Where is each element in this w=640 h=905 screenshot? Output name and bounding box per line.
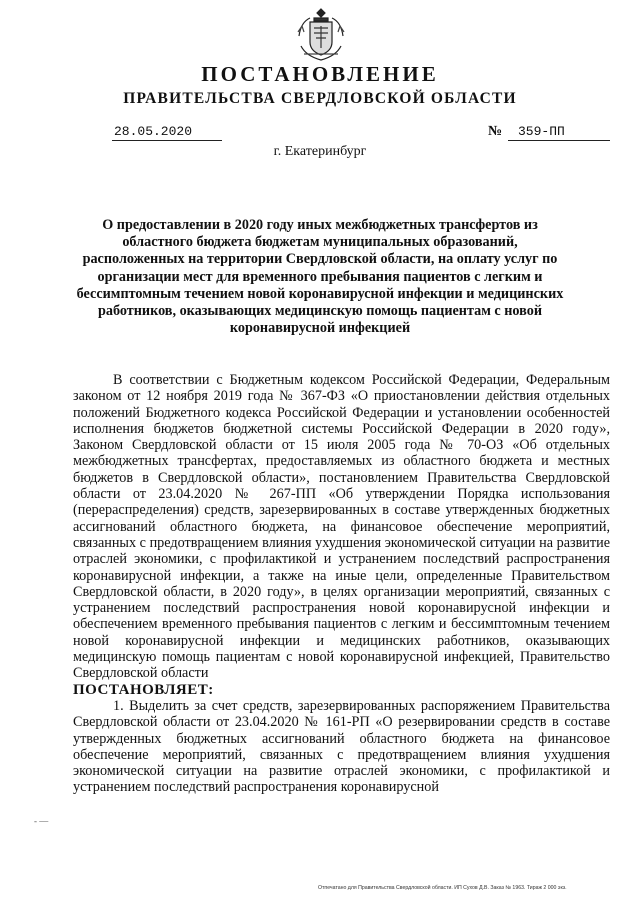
document-body: [73, 372, 610, 796]
print-footer: Отпечатано для Правительства Свердловской области. ИП Сухов Д.В. Заказ № 1963. Тираж 2 000 экз.: [318, 885, 567, 891]
document-date: 28.05.2020: [112, 123, 222, 141]
margin-mark: - —: [34, 816, 49, 826]
preamble-paragraph: В соответствии с Бюджетным кодексом Российской Федерации, Федеральным законом от 12 ноября 2019 года № 367-ФЗ «О приостановлении действия отдельных положений Бюджетного кодекса Российской Федерации и установлении особенностей исполнения бюджетов бюджетной системы Российской Федерации в 2020 году», Законом Свердловской области от 15 июля 2005 года № 70-ОЗ «Об отдельных межбюджетных трансфертах, предоставляемых из областного бюджета и местных бюджетов в Свердловской области», постановлением Правительства Свердловской области от 23.04.2020 № 267-ПП «Об утверждении Порядка использования (перераспределения) средств, зарезервированных в составе утвержденных бюджетных ассигнований областного бюджета, на финансовое обеспечение мероприятий, связанных с предотвращением влияния ухудшения экономической ситуации на развитие отраслей экономики, с профилактикой и устранением последствий распространения коронавирусной инфекции, а также на иные цели, определенные Правительством Свердловской области, в 2020 году», в целях организации мероприятий, связанных с устранением последствий распространения новой коронавирусной инфекции и обеспечением временного пребывания пациентов с легким и бессимптомным течением новой коронавирусной инфекции и медицинских работников, оказывающих медицинскую помощь пациентам с новой коронавирусной инфекцией, Правительство Свердловской области: [73, 372, 610, 682]
number-sign: №: [488, 124, 503, 139]
city-line: г. Екатеринбург: [273, 144, 367, 159]
item-1-paragraph: 1. Выделить за счет средств, зарезервированных распоряжением Правительства Свердловской области от 23.04.2020 № 161-РП «О резервировании средств в составе утвержденных бюджетных ассигнований областного бюджета на финансовое обеспечение мероприятий, связанных с предотвращением влияния ухудшения экономической ситуации на развитие отраслей экономики, с профилактикой и устранением последствий распространения коронавирусной: [73, 697, 610, 796]
decree-word: ПОСТАНОВЛЯЕТ:: [73, 681, 214, 698]
document-type-heading: ПОСТАНОВЛЕНИЕ: [201, 62, 439, 86]
document-number: 359-ПП: [508, 123, 610, 141]
sverdlovsk-coat-of-arms-icon: [296, 6, 346, 62]
document-title: О предоставлении в 2020 году иных межбюджетных трансфертов из областного бюджета бюджетам муниципальных образований, расположенных на территории Свердловской области, на оплату услуг по организации мест для временного пребывания пациентов с легким и бессимптомным течением новой коронавирусной инфекции и медицинских работников, оказывающих медицинскую помощь пациентам с новой коронавирусной инфекцией: [76, 217, 564, 337]
issuer-heading: ПРАВИТЕЛЬСТВА СВЕРДЛОВСКОЙ ОБЛАСТИ: [123, 90, 517, 107]
